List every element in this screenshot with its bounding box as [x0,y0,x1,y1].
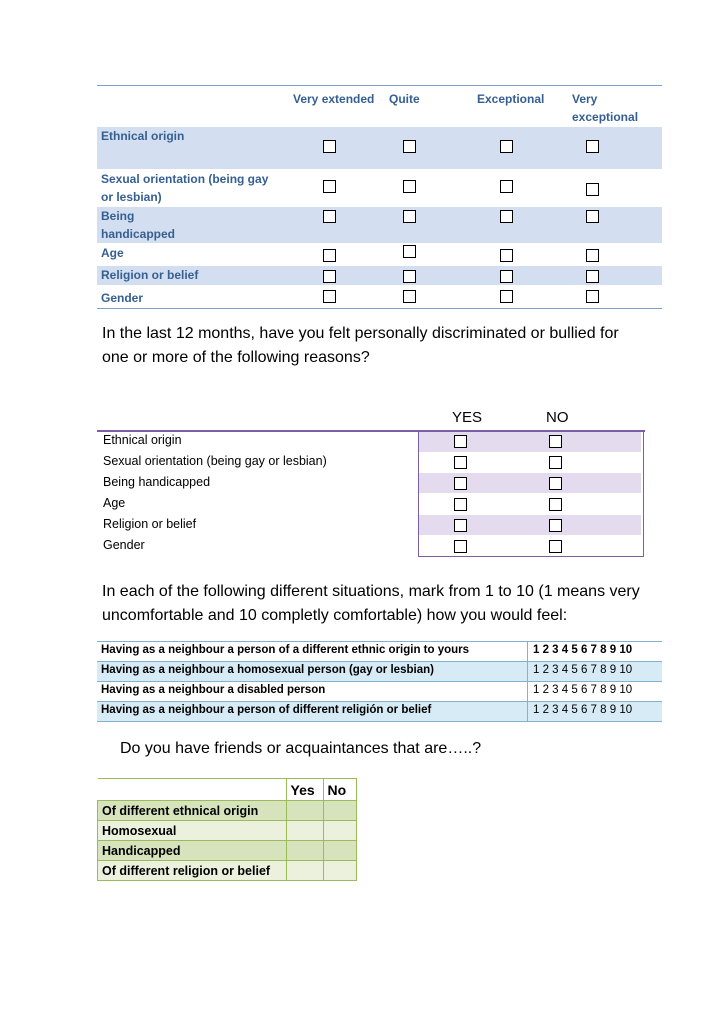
checkbox[interactable] [500,210,513,223]
situation-label: Having as a neighbour a person of different religión or belief [101,704,432,716]
table-row [97,266,662,286]
row-label: Ethnical origin [101,129,185,143]
checkbox[interactable] [403,140,416,153]
row-label: Age [103,496,126,510]
no-header: No [323,779,356,801]
col-quite: Quite [389,92,420,106]
no-checkbox[interactable] [549,477,562,490]
checkbox[interactable] [586,270,599,283]
no-checkbox[interactable] [549,519,562,532]
checkbox[interactable] [323,249,336,262]
scale-options[interactable]: 1 2 3 4 5 6 7 8 9 10 [533,684,633,696]
checkbox[interactable] [403,210,416,223]
row-label: Of different ethnical origin [98,801,287,821]
row-label: Being handicapped [101,209,176,241]
table-row [97,286,662,309]
friends-table [97,778,357,881]
yes-checkbox[interactable] [454,456,467,469]
situation-label: Having as a neighbour a person of a different ethnic origin to yours [101,644,470,656]
row-label: Gender [103,538,145,552]
scale-options[interactable]: 1 2 3 4 5 6 7 8 9 10 [533,644,633,656]
col-very-extended: Very extended [293,92,375,106]
checkbox[interactable] [403,245,416,258]
yes-cell[interactable] [286,821,323,841]
checkbox[interactable] [586,290,599,303]
row-label: Religion or belief [101,268,199,282]
table-row [97,207,662,244]
yes-checkbox[interactable] [454,435,467,448]
checkbox[interactable] [586,140,599,153]
table-row [97,244,662,266]
col-very-exceptional: Very exceptional [572,92,639,124]
no-checkbox[interactable] [549,456,562,469]
row-label: Handicapped [98,841,287,861]
row-label: Religion or belief [103,517,197,531]
column-separator [527,642,528,661]
yes-checkbox[interactable] [454,540,467,553]
no-checkbox[interactable] [549,540,562,553]
yes-cell[interactable] [286,861,323,881]
yes-checkbox[interactable] [454,477,467,490]
checkbox[interactable] [500,180,513,193]
column-separator [527,662,528,681]
table-row [97,682,662,702]
table-header-row [98,779,357,801]
table-row [97,702,662,722]
answer-column-frame [418,430,644,557]
situation-label: Having as a neighbour a homosexual person (gay or lesbian) [101,664,434,676]
yes-cell[interactable] [286,801,323,821]
checkbox[interactable] [403,270,416,283]
checkbox[interactable] [323,180,336,193]
checkbox[interactable] [323,270,336,283]
question-comfort-scale: In each of the following different situations, mark from 1 to 10 (1 means very uncomfortable and 10 completly comfortable) how you would feel: [102,583,640,624]
row-label: Ethnical origin [103,433,182,447]
row-label: Homosexual [98,821,287,841]
no-cell[interactable] [323,801,356,821]
checkbox[interactable] [323,140,336,153]
row-label: Age [101,246,124,260]
frequency-table-header [97,85,662,127]
row-label: Being handicapped [103,475,211,489]
yes-header: YES [452,409,483,426]
discrimination-table [97,430,645,557]
checkbox[interactable] [500,290,513,303]
empty-header-cell [98,779,287,801]
no-cell[interactable] [323,861,356,881]
yes-cell[interactable] [286,841,323,861]
no-checkbox[interactable] [549,435,562,448]
no-checkbox[interactable] [549,498,562,511]
no-cell[interactable] [323,841,356,861]
frequency-table [97,85,662,309]
row-label: Gender [101,291,144,305]
table-row [97,662,662,682]
scale-options[interactable]: 1 2 3 4 5 6 7 8 9 10 [533,664,633,676]
yes-header: Yes [286,779,323,801]
checkbox[interactable] [586,210,599,223]
comfort-scale-table [97,641,662,722]
checkbox[interactable] [403,180,416,193]
row-label: Sexual orientation (being gay or lesbian) [103,454,327,468]
no-cell[interactable] [323,821,356,841]
row-label: Sexual orientation (being gay or lesbian) [101,172,269,204]
table-row [98,861,357,881]
row-label: Of different religion or belief [98,861,287,881]
table-row [97,170,662,207]
checkbox[interactable] [403,290,416,303]
checkbox[interactable] [323,210,336,223]
checkbox[interactable] [500,140,513,153]
checkbox[interactable] [323,290,336,303]
checkbox[interactable] [586,183,599,196]
scale-options[interactable]: 1 2 3 4 5 6 7 8 9 10 [533,704,633,716]
checkbox[interactable] [500,270,513,283]
table-row [98,801,357,821]
table-row [97,641,662,662]
checkbox[interactable] [500,249,513,262]
checkbox[interactable] [586,249,599,262]
yes-checkbox[interactable] [454,519,467,532]
col-exceptional: Exceptional [477,92,545,106]
question-friends: Do you have friends or acquaintances that are…..? [120,740,482,757]
no-header: NO [546,409,569,426]
table-row [98,841,357,861]
question-discrimination: In the last 12 months, have you felt personally discriminated or bullied for one or more of the following reasons? [102,325,619,366]
yes-checkbox[interactable] [454,498,467,511]
column-separator [527,702,528,721]
column-separator [527,682,528,701]
table-row [97,127,662,170]
situation-label: Having as a neighbour a disabled person [101,684,326,696]
table-row [98,821,357,841]
